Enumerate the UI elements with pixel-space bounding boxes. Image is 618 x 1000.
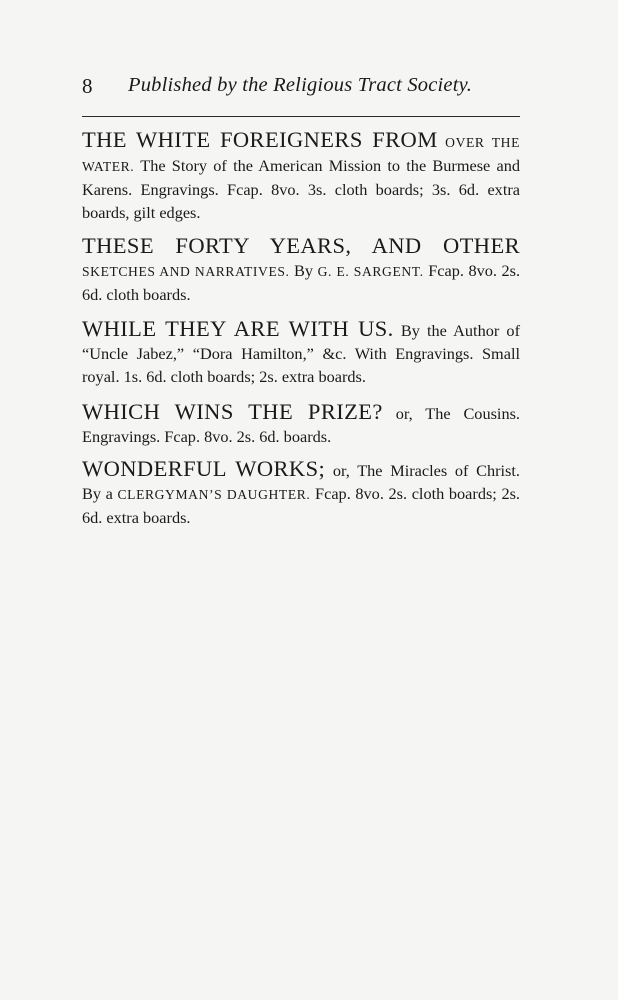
book-title: WONDERFUL WORKS; — [82, 456, 326, 481]
book-description: By the Author of “Uncle Jabez,” “Dora Hamilton,” &c. With Engravings. Small royal. 1s. 6d. cloth boards; 2s. extra boards. — [82, 321, 520, 386]
book-description: or, The Cousins. Engravings. Fcap. 8vo. 2s. 6d. boards. — [82, 404, 520, 446]
book-entry-forty-years — [82, 234, 520, 306]
book-title: WHICH WINS THE PRIZE? — [82, 399, 383, 424]
running-header — [82, 74, 520, 104]
book-title: THE WHITE FOREIGNERS FROM — [82, 127, 438, 152]
book-description: or, The Miracles of Christ. By a — [82, 461, 520, 503]
running-title: Published by the Religious Tract Society. — [128, 74, 473, 96]
by-label: By — [294, 261, 314, 280]
header-rule — [82, 116, 520, 117]
book-author: CLERGYMAN’S DAUGHTER. — [117, 487, 311, 502]
book-description-cont: Fcap. 8vo. 2s. cloth boards; 2s. 6d. extra boards. — [82, 484, 520, 527]
book-title: WHILE THEY ARE WITH US. — [82, 316, 394, 341]
book-list — [82, 128, 520, 539]
book-entry-which-wins-the-prize — [82, 400, 520, 448]
book-author: G. E. SARGENT. — [317, 264, 424, 279]
book-entry-white-foreigners — [82, 128, 520, 224]
book-title-continuation: OVER THE WATER. — [82, 135, 521, 174]
book-entry-wonderful-works — [82, 457, 520, 529]
book-title: THESE FORTY YEARS, AND OTHER — [82, 233, 520, 258]
book-title-continuation: SKETCHES AND NARRATIVES. — [82, 264, 290, 279]
page-number: 8 — [82, 74, 93, 98]
book-entry-while-they-are-with-us — [82, 317, 520, 388]
book-description: The Story of the American Mission to the Burmese and Karens. Engravings. Fcap. 8vo. 3s. cloth boards; 3s. 6d. extra boards, gilt edges. — [82, 156, 520, 222]
book-description: Fcap. 8vo. 2s. 6d. cloth boards. — [82, 261, 521, 304]
